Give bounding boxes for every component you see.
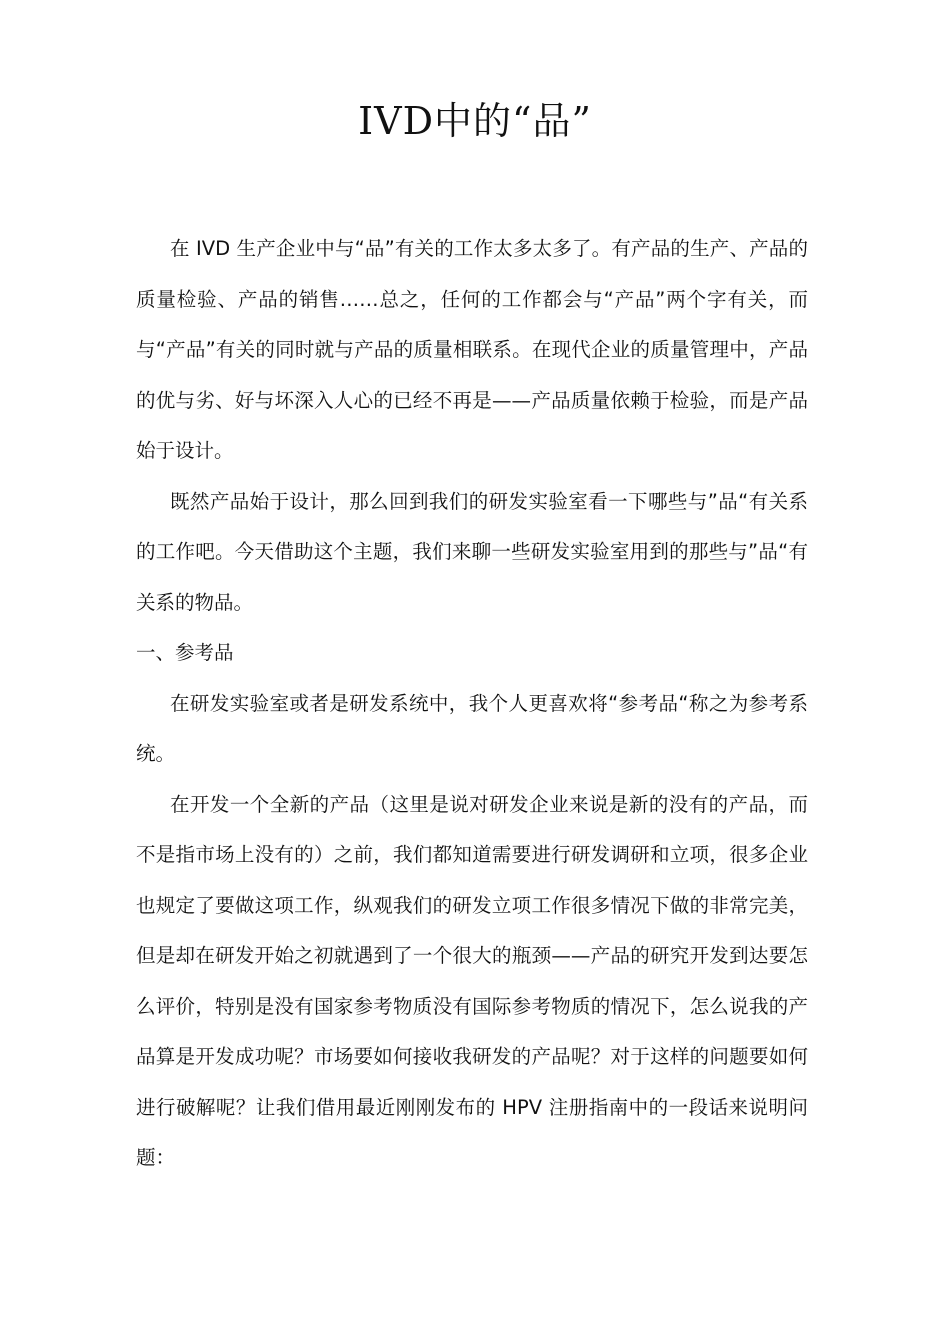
paragraph-intro: 在 IVD 生产企业中与“品”有关的工作太多太多了。有产品的生产、产品的质量检验、产品的销售……总之，任何的工作都会与“产品”两个字有关，而与“产品”有关的同时就与产品的质量相联系。在现代企业的质量管理中，产品的优与劣、好与坏深入人心的已经不再是——产品质量依赖于检验，而是产品始于设计。 [136,237,808,462]
paragraph-reference-system: 在研发实验室或者是研发系统中，我个人更喜欢将“参考品“称之为参考系统。 [136,691,808,765]
paragraph-new-product: 在开发一个全新的产品（这里是说对研发企业来说是新的没有的产品，而不是指市场上没有的）之前，我们都知道需要进行研发调研和立项，很多企业也规定了要做这项工作，纵观我们的研发立项工作很多情况下做的非常完美，但是却在研发开始之初就遇到了一个很大的瓶颈——产品的研究开发到达要怎么评价，特别是没有国家参考物质没有国际参考物质的情况下，怎么说我的产品算是开发成功呢？市场要如何接收我研发的产品呢？对于这样的问题要如何进行破解呢？让我们借用最近刚刚发布的 HPV 注册指南中的一段话来说明问题： [136,792,808,1169]
document-body [136,224,808,1184]
paragraph-lab-topic: 既然产品始于设计，那么回到我们的研发实验室看一下哪些与”品“有关系的工作吧。今天借助这个主题，我们来聊一些研发实验室用到的那些与”品“有关系的物品。 [136,489,808,614]
document-title: IVD中的“品” [358,99,592,143]
section-heading-reference: 一、参考品 [136,641,234,664]
